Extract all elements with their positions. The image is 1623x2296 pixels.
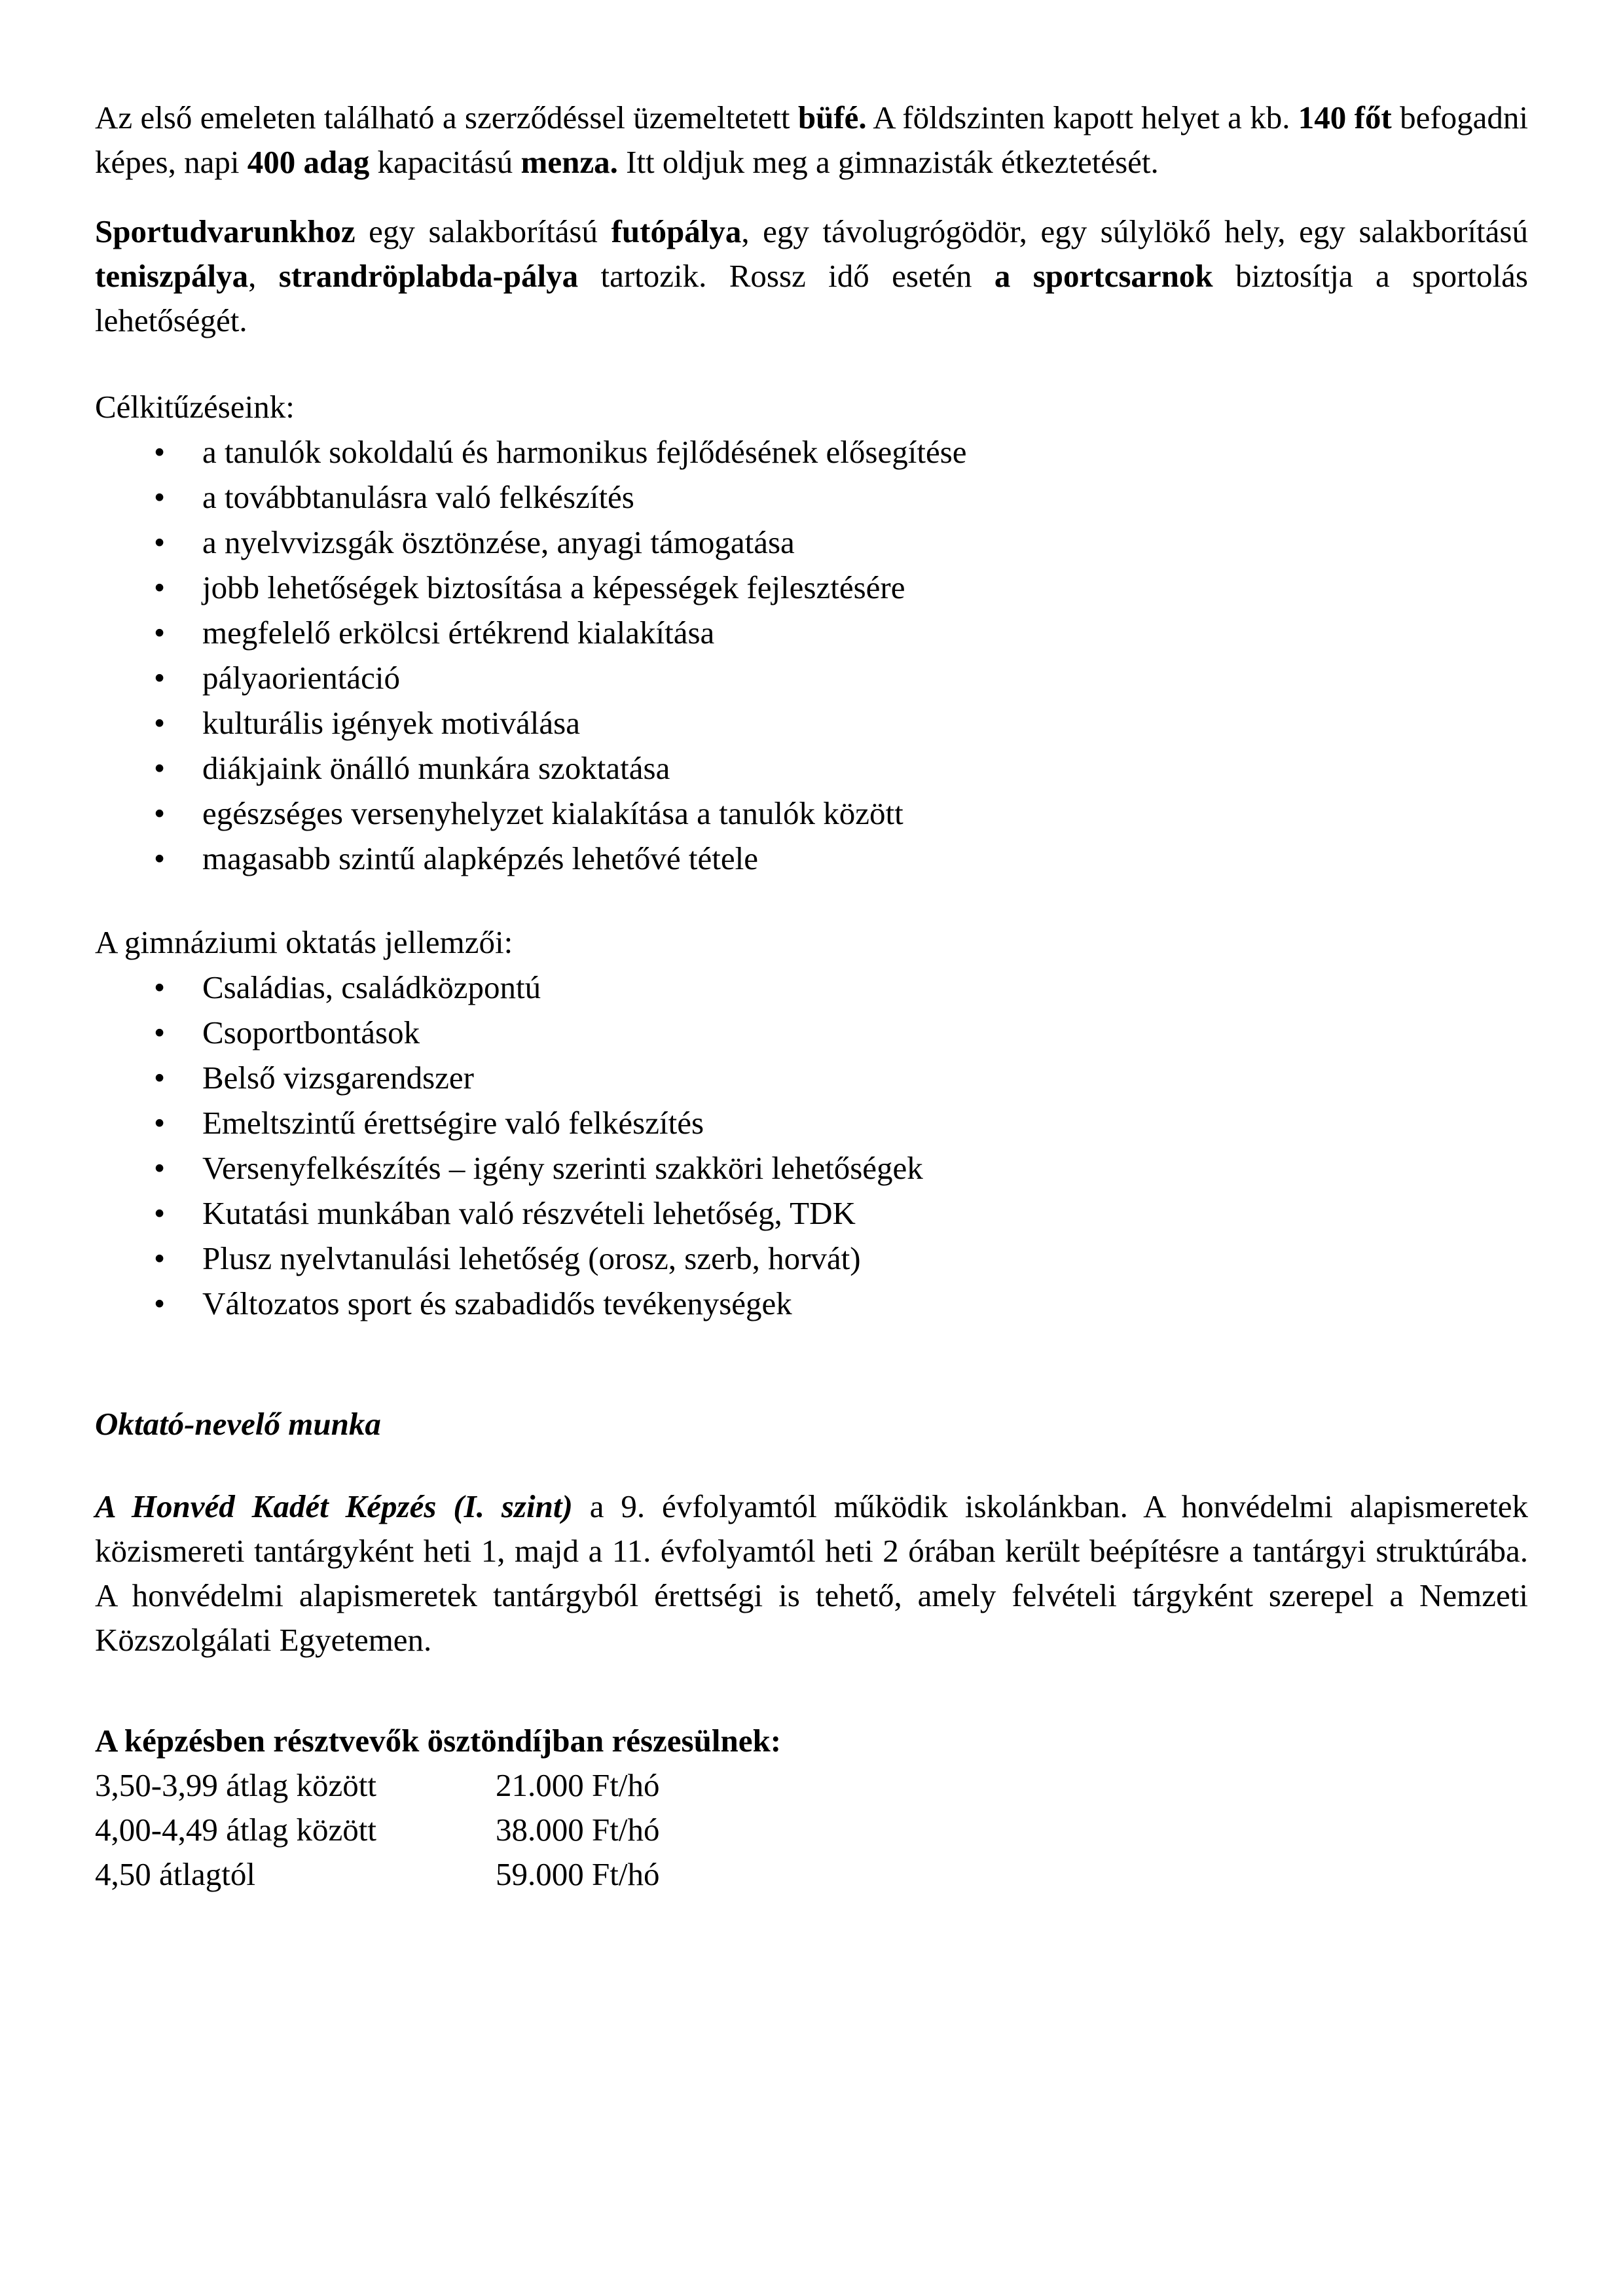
bullet-icon: • xyxy=(154,569,166,605)
list-item xyxy=(95,1101,1528,1145)
list-item-text: Kutatási munkában való részvételi lehetőség, TDK xyxy=(202,1195,856,1231)
list-item xyxy=(95,1146,1528,1191)
list-item xyxy=(95,565,1528,610)
list-item-text: Belső vizsgarendszer xyxy=(202,1060,474,1096)
list-item-text: egészséges versenyhelyzet kialakítása a tanulók között xyxy=(202,795,903,831)
bullet-icon: • xyxy=(154,1105,166,1141)
list-item-text: magasabb szintű alapképzés lehetővé tétele xyxy=(202,840,758,876)
text-run: a 9. évfolyamtól működik iskolánkban. A honvédelmi alapismeretek közismereti tantárgyként heti 1, majd a 11. évfolyamtól heti 2 órában került beépítésre a tantárgyi struktúrába. A honvédelmi alapismeretek tantárgyból érettségi is tehető, amely felvételi tárgyként szerepel a Nemzeti Közszolgálati Egyetemen. xyxy=(95,1488,1528,1658)
list-item xyxy=(95,611,1528,655)
bullet-icon: • xyxy=(154,434,166,470)
bullet-icon: • xyxy=(154,660,166,696)
bullet-icon: • xyxy=(154,1195,166,1231)
list-item xyxy=(95,965,1528,1010)
list-item-text: pályaorientáció xyxy=(202,660,401,696)
section-heading-goals: Célkitűzéseink: xyxy=(95,389,295,425)
list-item xyxy=(95,1011,1528,1055)
list-item-text: megfelelő erkölcsi értékrend kialakítása xyxy=(202,615,715,651)
text-run: a sportcsarnok xyxy=(994,258,1213,294)
amount-cell: 38.000 Ft/hó xyxy=(496,1812,660,1848)
bullet-icon: • xyxy=(154,1240,166,1276)
bullet-icon: • xyxy=(154,615,166,651)
text-run: teniszpálya xyxy=(95,258,249,294)
list-item-text: jobb lehetőségek biztosítása a képességek fejlesztésére xyxy=(202,569,905,605)
text-run: Az első emeleten található a szerződéssel üzemeltetett xyxy=(95,99,798,135)
list-item xyxy=(95,1191,1528,1236)
text-run: kapacitású xyxy=(369,144,521,180)
text-run: A Honvéd Kadét Képzés (I. szint) xyxy=(95,1488,573,1524)
grade-range-cell: 3,50-3,99 átlag között xyxy=(95,1767,377,1803)
list-item-text: a nyelvvizsgák ösztönzése, anyagi támogatása xyxy=(202,524,795,560)
scholarship-table xyxy=(95,1763,1528,1897)
text-run: büfé. xyxy=(797,99,867,135)
paragraph-cafeteria xyxy=(95,96,1528,185)
text-run: 140 főt xyxy=(1298,99,1392,135)
bullet-icon: • xyxy=(154,524,166,560)
list-item-text: Csoportbontások xyxy=(202,1014,420,1050)
list-item xyxy=(95,520,1528,565)
grade-range-cell: 4,00-4,49 átlag között xyxy=(95,1812,377,1848)
goals-list xyxy=(95,430,1528,881)
list-item xyxy=(95,1236,1528,1281)
section-heading-education-work: Oktató-nevelő munka xyxy=(95,1406,381,1442)
paragraph-sports-yard xyxy=(95,209,1528,343)
list-item-text: Versenyfelkészítés – igény szerinti szakköri lehetőségek xyxy=(202,1150,923,1186)
text-run: Sportudvarunkhoz xyxy=(95,213,356,249)
bullet-icon: • xyxy=(154,1060,166,1096)
text-run: Itt oldjuk meg a gimnazisták étkeztetését. xyxy=(617,144,1159,180)
list-item xyxy=(95,656,1528,700)
bullet-icon: • xyxy=(154,750,166,786)
list-item-text: Emeltszintű érettségire való felkészítés xyxy=(202,1105,704,1141)
list-item xyxy=(95,791,1528,836)
list-item xyxy=(95,430,1528,475)
scholarship-row xyxy=(95,1763,1528,1808)
list-item xyxy=(95,1282,1528,1326)
text-run: befogadni képes, napi xyxy=(95,99,1528,180)
list-item-text: kulturális igények motiválása xyxy=(202,705,580,741)
grade-range-cell: 4,50 átlagtól xyxy=(95,1856,255,1892)
bullet-icon: • xyxy=(154,1150,166,1186)
text-run: strandröplabda-pálya xyxy=(278,258,579,294)
text-run: futópálya xyxy=(611,213,742,249)
list-item-text: Változatos sport és szabadidős tevékenységek xyxy=(202,1285,792,1321)
bullet-icon: • xyxy=(154,705,166,741)
bullet-icon: • xyxy=(154,969,166,1005)
list-item-text: a tanulók sokoldalú és harmonikus fejlődésének elősegítése xyxy=(202,434,967,470)
scholarship-row xyxy=(95,1852,1528,1897)
text-run: , egy távolugrógödör, egy súlylökő hely, egy salakborítású xyxy=(741,213,1528,249)
paragraph-kadet-training xyxy=(95,1484,1528,1662)
gymnasium-list xyxy=(95,965,1528,1326)
list-item xyxy=(95,836,1528,881)
scholarship-heading: A képzésben résztvevők ösztöndíjban részesülnek: xyxy=(95,1723,782,1759)
list-item-text: a továbbtanulásra való felkészítés xyxy=(202,479,634,515)
bullet-icon: • xyxy=(154,1285,166,1321)
amount-cell: 59.000 Ft/hó xyxy=(496,1856,660,1892)
bullet-icon: • xyxy=(154,840,166,876)
text-run: A földszinten kapott helyet a kb. xyxy=(866,99,1298,135)
text-run: , xyxy=(248,258,279,294)
amount-cell: 21.000 Ft/hó xyxy=(496,1767,660,1803)
bullet-icon: • xyxy=(154,795,166,831)
bullet-icon: • xyxy=(154,1014,166,1050)
list-item-text: Családias, családközpontú xyxy=(202,969,541,1005)
list-item-text: Plusz nyelvtanulási lehetőség (orosz, szerb, horvát) xyxy=(202,1240,861,1276)
list-item xyxy=(95,746,1528,791)
bullet-icon: • xyxy=(154,479,166,515)
list-item-text: diákjaink önálló munkára szoktatása xyxy=(202,750,670,786)
text-run: menza. xyxy=(520,144,618,180)
section-heading-gymnasium: A gimnáziumi oktatás jellemzői: xyxy=(95,924,513,960)
list-item xyxy=(95,1056,1528,1100)
text-run: 400 adag xyxy=(247,144,370,180)
scholarship-row xyxy=(95,1808,1528,1852)
text-run: biztosítja a sportolás lehetőségét. xyxy=(95,258,1528,338)
text-run: egy salakborítású xyxy=(355,213,611,249)
text-run: tartozik. Rossz idő esetén xyxy=(578,258,994,294)
list-item xyxy=(95,475,1528,520)
list-item xyxy=(95,701,1528,745)
